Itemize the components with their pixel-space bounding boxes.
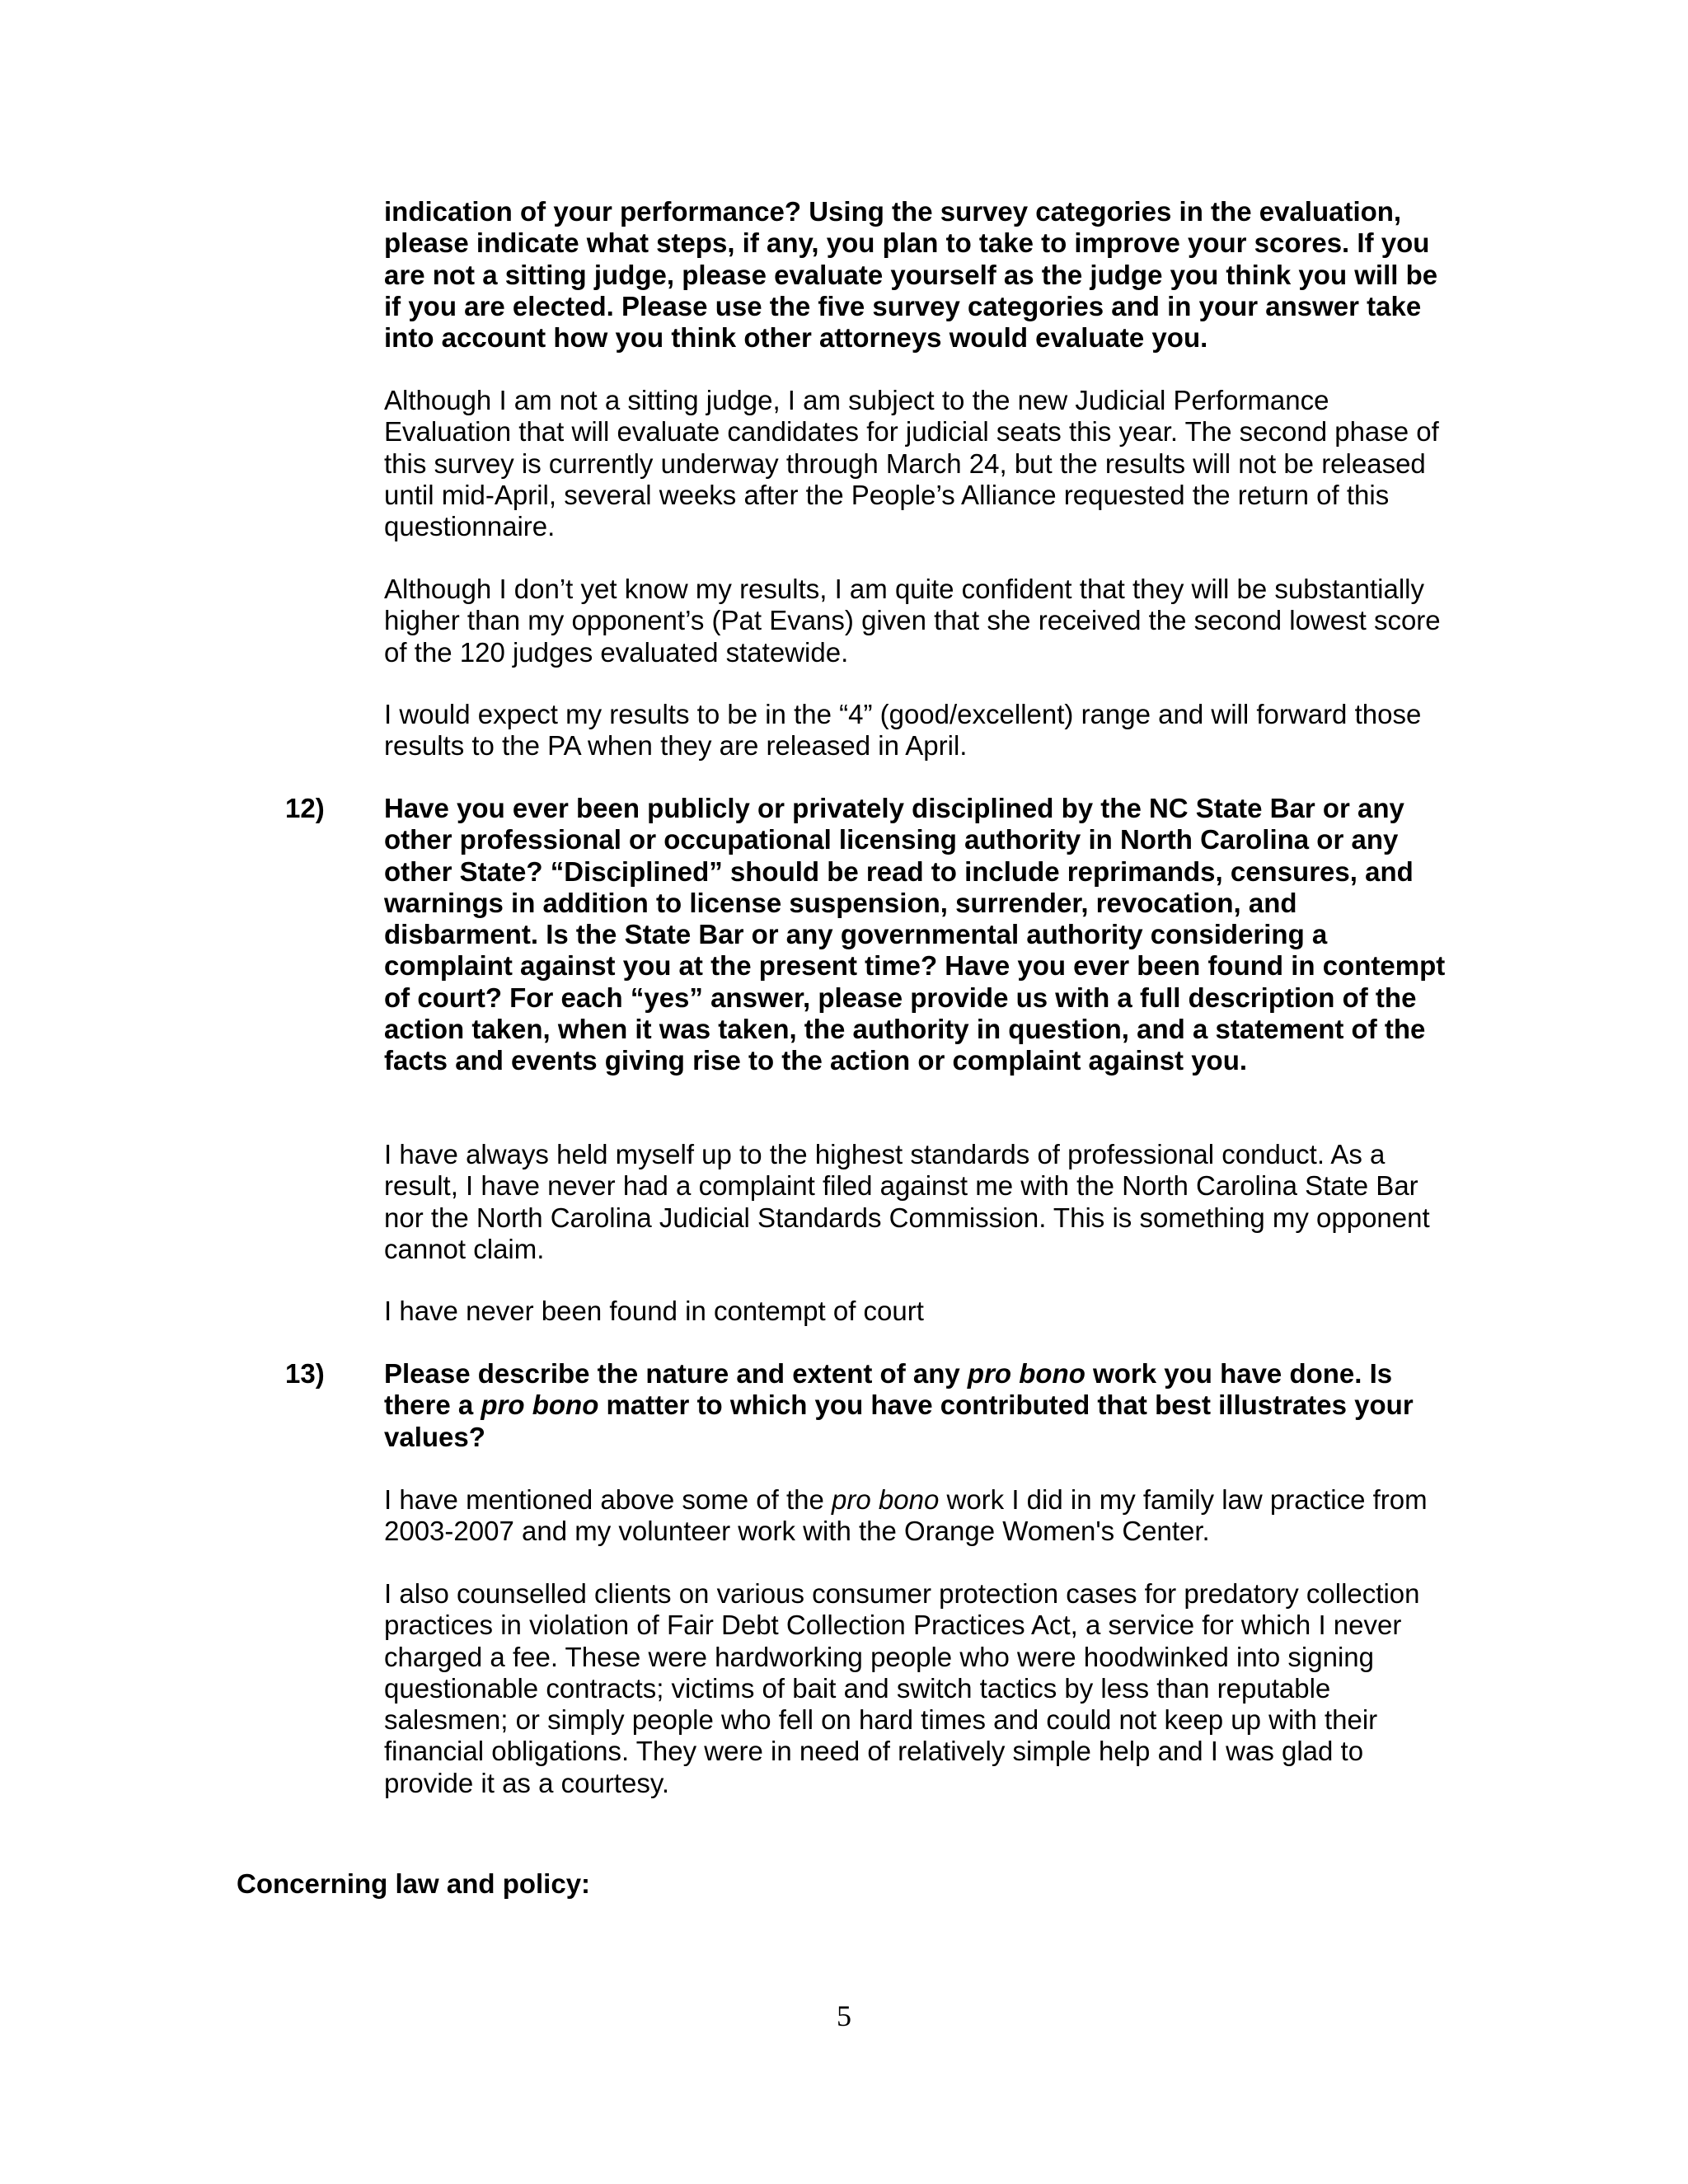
q13-answer1-text-1: I have mentioned above some of the: [384, 1484, 832, 1515]
q13-question-text-3: matter to which you have contributed that best illustrates your values?: [384, 1390, 1414, 1452]
q13-question: [384, 1358, 1447, 1453]
q13-question-text-1: Please describe the nature and extent of any: [384, 1358, 968, 1389]
q13-answer-paragraph-1: [384, 1484, 1447, 1548]
q13-answer1-text-2: work I did in my family law practice from 2003-2007 and my volunteer work with the Orange Women's Center.: [384, 1484, 1428, 1547]
q13-question-italic-2: pro bono: [481, 1390, 599, 1421]
q11-answer-paragraph-1: Although I am not a sitting judge, I am subject to the new Judicial Performance Evaluation that will evaluate candidates for judicial seats this year. The second phase of this survey is currently underway through March 24, but the results will not be released until mid-April, several weeks after the People’s Alliance requested the return of this questionnaire.: [384, 385, 1439, 542]
page-number: 5: [837, 1999, 851, 2032]
q12-answer-paragraph-2: I have never been found in contempt of court: [384, 1296, 924, 1326]
q12-answer-paragraph-1: I have always held myself up to the highest standards of professional conduct. As a result, I have never had a complaint filed against me with the North Carolina State Bar nor the North Carolina Judicial Standards Commission. This is something my opponent cannot claim.: [384, 1139, 1430, 1264]
q12-number: 12): [285, 793, 325, 823]
q13-question-text-2: work you have done. Is there a: [384, 1358, 1393, 1421]
q13-number: 13): [285, 1358, 325, 1389]
q13-answer1-italic: pro bono: [832, 1484, 940, 1515]
q13-answer-paragraph-2: I also counselled clients on various consumer protection cases for predatory collection practices in violation of Fair Debt Collection Practices Act, a service for which I never charged a fee. These were hardworking people who were hoodwinked into signing questionable contracts; victims of bait and switch tactics by less than reputable salesmen; or simply people who fell on hard times and could not keep up with their financial obligations. They were in need of relatively simple help and I was glad to provide it as a courtesy.: [384, 1578, 1420, 1798]
q12-question: Have you ever been publicly or privately disciplined by the NC State Bar or any other professional or occupational licensing authority in North Carolina or any other State? “Disciplined” should be read to include reprimands, censures, and warnings in addition to license suspension, surrender, revocation, and disbarment. Is the State Bar or any governmental authority considering a complaint against you at the present time? Have you ever been found in contempt of court? For each “yes” answer, please provide us with a full description of the action taken, when it was taken, the authority in question, and a statement of the facts and events giving rise to the action or complaint against you.: [384, 793, 1446, 1076]
section-heading: Concerning law and policy:: [237, 1868, 591, 1899]
q13-question-italic-1: pro bono: [967, 1358, 1085, 1389]
q11-question-continued: indication of your performance? Using the survey categories in the evaluation, please indicate what steps, if any, you plan to take to improve your scores. If you are not a sitting judge, please evaluate yourself as the judge you think you will be if you are elected. Please use the five survey categories and in your answer take into account how you think other attorneys would evaluate you.: [384, 196, 1438, 354]
q11-answer-paragraph-3: I would expect my results to be in the “4” (good/excellent) range and will forward those results to the PA when they are released in April.: [384, 699, 1422, 762]
q11-answer-paragraph-2: Although I don’t yet know my results, I am quite confident that they will be substantially higher than my opponent’s (Pat Evans) given that she received the second lowest score of the 120 judges evaluated statewide.: [384, 574, 1441, 668]
